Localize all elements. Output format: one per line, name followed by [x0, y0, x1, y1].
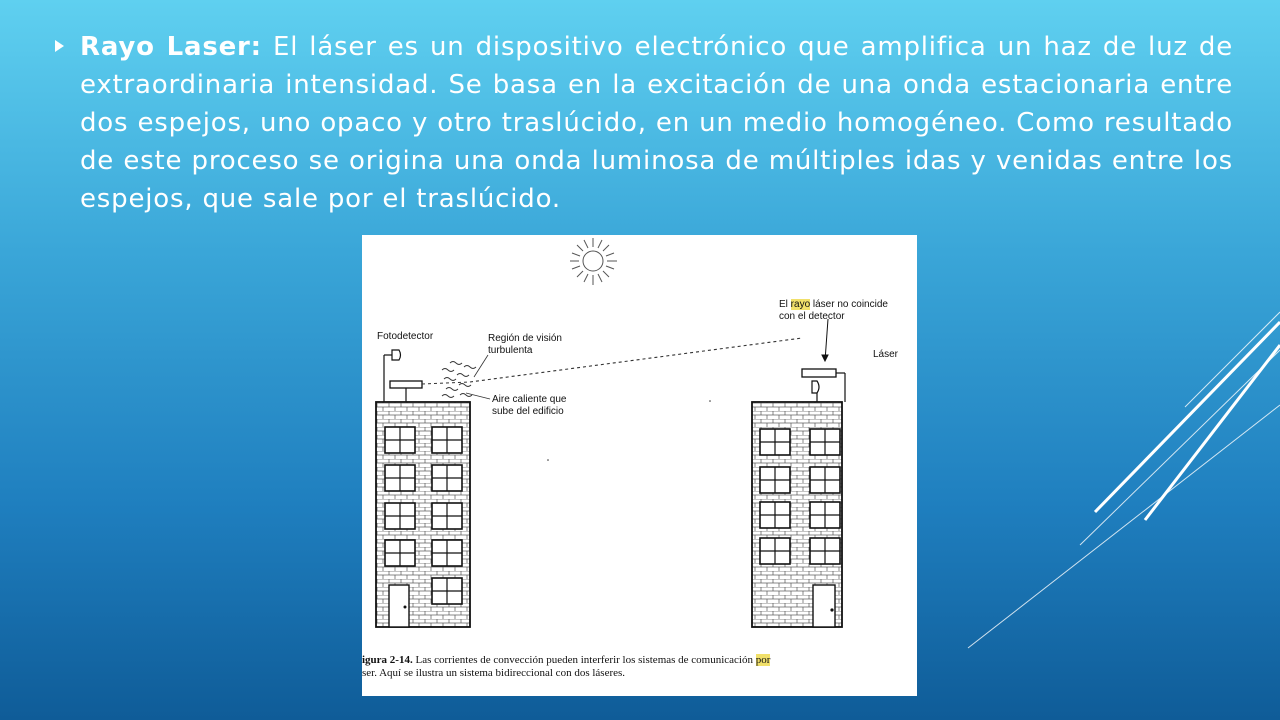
- bullet-point: [55, 28, 1233, 218]
- label-region-line2: turbulenta: [488, 345, 533, 356]
- label-aire-line2: sube del edificio: [492, 406, 564, 417]
- caption-line1-text: Las corrientes de convección pueden interferir los sistemas de comunicación: [412, 654, 756, 666]
- label-rayo-highlight: rayo: [790, 299, 811, 310]
- caption-line1: [362, 654, 907, 667]
- caption-line2: ser. Aquí se ilustra un sistema bidireccional con dos láseres.: [362, 667, 626, 679]
- laser-diagram-figure: [362, 235, 917, 696]
- label-rayo-line1: [779, 299, 888, 310]
- term-definition: El láser es un dispositivo electrónico que amplifica un haz de luz de extraordinaria intensidad. Se basa en la excitación de una onda estacionaria entre dos espejos, uno opaco y otro traslúcido, en un medio homogéneo. Como resultado de este proceso se origina una onda luminosa de múltiples idas y venidas entre los espejos, que sale por el traslúcido.: [80, 32, 1233, 214]
- caption-highlight: por: [755, 654, 771, 666]
- term-label: Rayo Laser:: [80, 32, 262, 62]
- label-laser: Láser: [873, 349, 899, 360]
- bullet-text: [80, 28, 1233, 218]
- left-building: [376, 402, 470, 627]
- turbulence-icon: [442, 355, 490, 399]
- left-equipment: [384, 350, 422, 402]
- label-region-line1: Región de visión: [488, 333, 562, 344]
- label-fotodetector: Fotodetector: [377, 331, 434, 342]
- label-rayo-post: láser no coincide: [810, 299, 888, 310]
- label-rayo-pre: El: [779, 299, 791, 310]
- caption-figure-label: igura 2-14.: [362, 654, 413, 666]
- figure-caption: [362, 654, 907, 680]
- bullet-arrow-icon: [55, 40, 64, 52]
- right-equipment: [802, 319, 845, 402]
- sun-icon: [570, 238, 617, 285]
- right-building: [752, 402, 842, 627]
- label-aire-line1: Aire caliente que: [492, 394, 567, 405]
- label-rayo-line2: con el detector: [779, 311, 845, 322]
